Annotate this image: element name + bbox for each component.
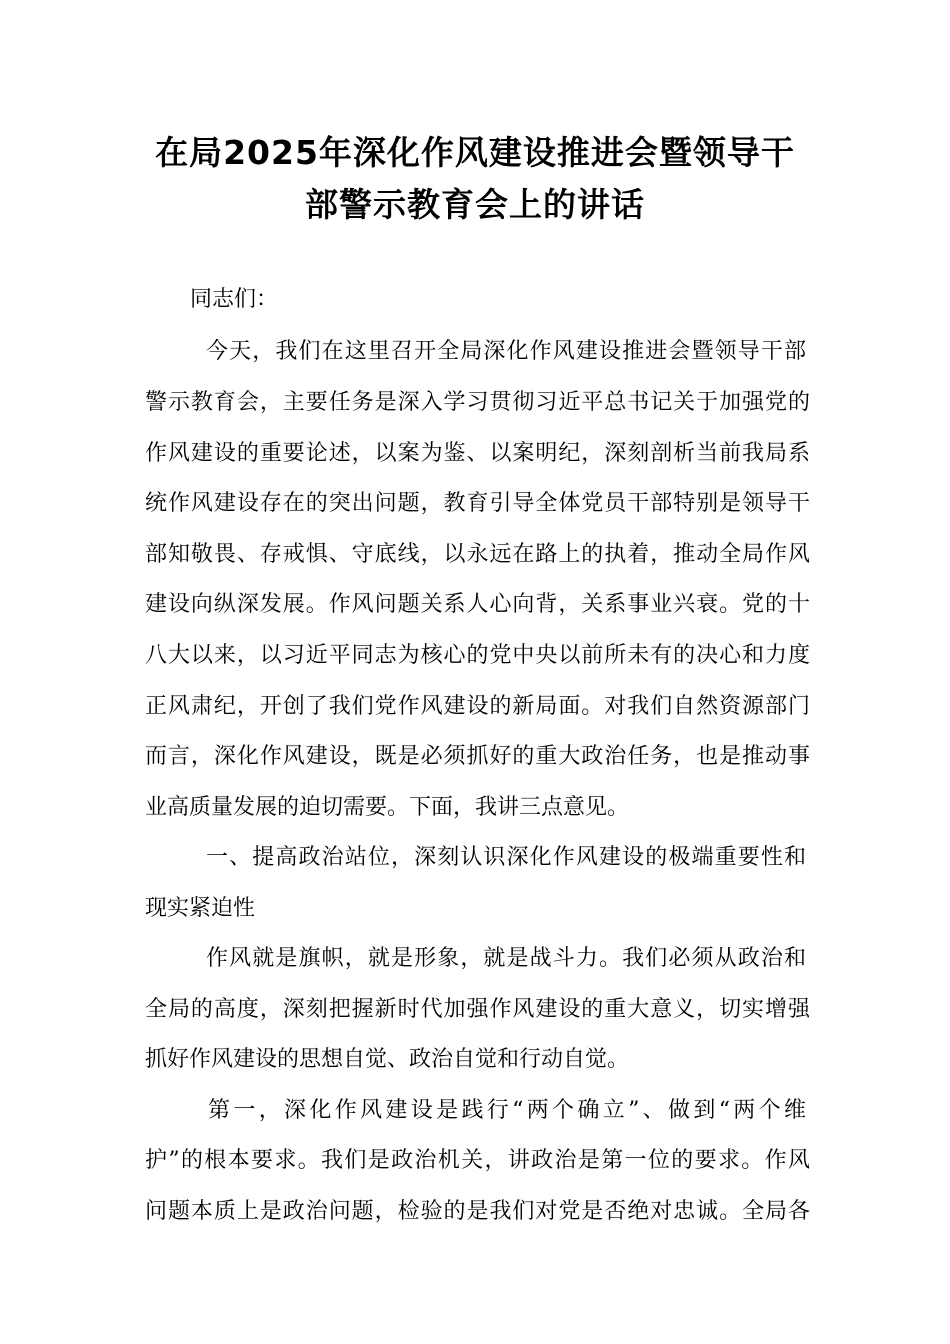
salutation: 同志们：	[190, 287, 279, 312]
section-heading-1-line-1: 一、提高政治站位，深刻认识深化作风建设的极端重要性和	[206, 845, 806, 870]
body-line-12: 全局的高度，深刻把握新时代加强作风建设的重大意义，切实增强	[145, 997, 810, 1022]
body-line-4: 统作风建设存在的突出问题，教育引导全体党员干部特别是领导干	[145, 491, 810, 516]
document-title-line-2: 部警示教育会上的讲话	[305, 185, 645, 224]
body-line-5: 部知敬畏、存戒惧、守底线，以永远在路上的执着，推动全局作风	[145, 542, 810, 567]
body-line-10: 业高质量发展的迫切需要。下面，我讲三点意见。	[145, 795, 630, 820]
document-title-line-1: 在局2025年深化作风建设推进会暨领导干	[155, 133, 795, 172]
body-line-13: 抓好作风建设的思想自觉、政治自觉和行动自觉。	[145, 1047, 630, 1072]
body-line-8: 正风肃纪，开创了我们党作风建设的新局面。对我们自然资源部门	[145, 694, 810, 719]
body-line-11: 作风就是旗帜，就是形象，就是战斗力。我们必须从政治和	[206, 946, 806, 971]
section-heading-1-line-2: 现实紧迫性	[145, 896, 256, 921]
body-line-2: 警示教育会，主要任务是深入学习贯彻习近平总书记关于加强党的	[145, 390, 810, 415]
body-line-16: 问题本质上是政治问题，检验的是我们对党是否绝对忠诚。全局各	[145, 1199, 810, 1224]
body-line-1: 今天，我们在这里召开全局深化作风建设推进会暨领导干部	[206, 339, 806, 364]
body-line-3: 作风建设的重要论述，以案为鉴、以案明纪，深刻剖析当前我局系	[145, 441, 810, 466]
body-line-14: 第一，深化作风建设是践行“两个确立”、做到“两个维	[208, 1098, 806, 1123]
body-line-15: 护”的根本要求。我们是政治机关，讲政治是第一位的要求。作风	[145, 1148, 810, 1173]
body-line-7: 八大以来，以习近平同志为核心的党中央以前所未有的决心和力度	[145, 643, 810, 668]
body-line-6: 建设向纵深发展。作风问题关系人心向背，关系事业兴衰。党的十	[145, 592, 810, 617]
body-line-9: 而言，深化作风建设，既是必须抓好的重大政治任务，也是推动事	[145, 744, 810, 769]
